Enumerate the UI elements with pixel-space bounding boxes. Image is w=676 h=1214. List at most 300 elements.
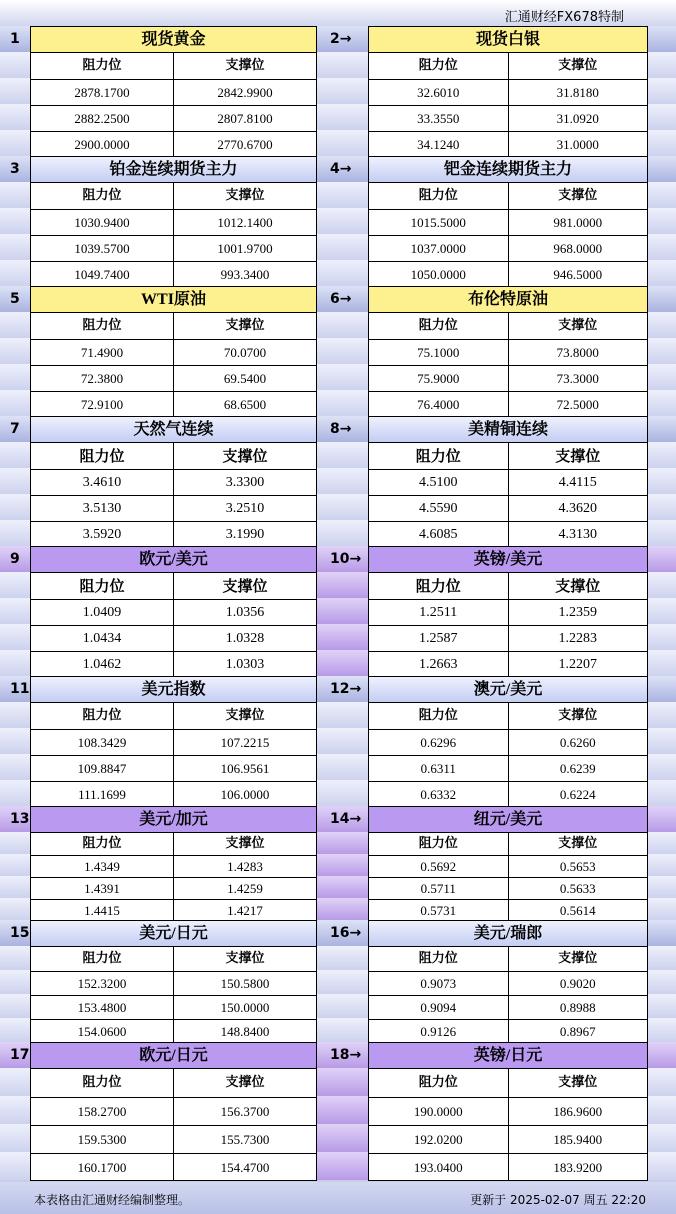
resistance-value: 160.1700 — [77, 1160, 127, 1175]
level-row — [31, 625, 316, 651]
support-value: 150.0000 — [173, 996, 316, 1019]
resistance-value: 4.5100 — [419, 475, 458, 490]
level-row — [31, 261, 316, 287]
support-header: 支撑位 — [508, 947, 648, 971]
resistance-header: 阻力位 — [82, 836, 122, 851]
side-strip — [317, 78, 368, 104]
resistance-value: 152.3200 — [77, 976, 127, 991]
support-header: 支撑位 — [173, 313, 316, 339]
column-header-row — [369, 947, 647, 971]
resistance-value: 192.0200 — [413, 1132, 463, 1147]
section-number: 7 — [10, 421, 20, 437]
support-value: 4.3130 — [508, 522, 648, 547]
side-strip — [0, 780, 30, 806]
side-strip — [648, 208, 676, 234]
side-strip — [317, 390, 368, 416]
resistance-value: 1037.0000 — [410, 241, 466, 256]
side-strip — [0, 1018, 30, 1042]
resistance-header: 阻力位 — [418, 708, 458, 723]
support-value: 156.3700 — [173, 1098, 316, 1125]
resistance-value: 0.9126 — [420, 1024, 457, 1039]
level-row — [31, 1097, 316, 1125]
side-strip — [0, 494, 30, 520]
level-row — [369, 261, 647, 287]
support-value: 70.0700 — [173, 340, 316, 365]
section-number: 15 — [10, 925, 30, 941]
side-strip — [0, 312, 30, 338]
resistance-header: 阻力位 — [82, 1075, 122, 1090]
level-row — [31, 105, 316, 131]
quote-block — [368, 1042, 648, 1181]
resistance-value: 1039.5700 — [74, 241, 130, 256]
section-number: 16→ — [330, 925, 362, 941]
quote-block — [30, 26, 317, 157]
instrument-title: 美元指数 — [31, 677, 316, 703]
support-value: 1.4217 — [173, 900, 316, 921]
support-value: 1.2359 — [508, 600, 648, 625]
instrument-title: 英镑/日元 — [369, 1043, 647, 1069]
column-header-row — [369, 833, 647, 855]
resistance-value: 1.2663 — [419, 657, 458, 672]
support-value: 4.3620 — [508, 496, 648, 521]
instrument-title: 欧元/日元 — [31, 1043, 316, 1069]
support-value: 1.0303 — [173, 652, 316, 677]
side-strip — [317, 994, 368, 1018]
column-header-row — [31, 443, 316, 469]
support-value: 1.2207 — [508, 652, 648, 677]
page-header — [0, 0, 676, 26]
support-value: 3.2510 — [173, 496, 316, 521]
side-strip — [648, 898, 676, 920]
section-number: 10→ — [330, 551, 362, 567]
resistance-header: 阻力位 — [82, 188, 122, 203]
level-row — [369, 235, 647, 261]
instrument-title: 布伦特原油 — [369, 287, 647, 313]
side-strip — [317, 728, 368, 754]
quote-block — [30, 286, 317, 417]
support-value: 185.9400 — [508, 1126, 648, 1153]
support-value: 1.0328 — [173, 626, 316, 651]
support-value: 1012.1400 — [173, 210, 316, 235]
side-strip — [648, 182, 676, 208]
section-number: 14→ — [330, 811, 362, 827]
support-value: 155.7300 — [173, 1126, 316, 1153]
level-row — [369, 79, 647, 105]
support-value: 1001.9700 — [173, 236, 316, 261]
side-strip — [0, 130, 30, 156]
level-row — [31, 469, 316, 495]
resistance-value: 3.4610 — [82, 475, 122, 490]
resistance-value: 1.2587 — [419, 631, 458, 646]
level-row — [31, 391, 316, 417]
quote-block — [368, 676, 648, 807]
side-strip — [648, 1042, 676, 1068]
resistance-value: 2900.0000 — [74, 137, 130, 152]
resistance-header: 阻力位 — [82, 318, 122, 333]
side-strip — [317, 898, 368, 920]
instrument-title: 铂金连续期货主力 — [31, 157, 316, 183]
side-strip — [317, 494, 368, 520]
instrument-title: 美元/加元 — [31, 807, 316, 833]
side-strip — [317, 854, 368, 876]
column-header-row — [31, 573, 316, 599]
side-strip — [648, 1152, 676, 1180]
support-header: 支撑位 — [508, 53, 648, 79]
level-row — [31, 235, 316, 261]
side-strip — [317, 234, 368, 260]
support-value: 993.3400 — [173, 262, 316, 287]
side-strip — [0, 364, 30, 390]
side-strip — [648, 468, 676, 494]
side-strip — [648, 994, 676, 1018]
support-header: 支撑位 — [508, 1069, 648, 1097]
side-strip — [648, 780, 676, 806]
support-value: 3.1990 — [173, 522, 316, 547]
support-value: 0.9020 — [508, 972, 648, 995]
support-value: 968.0000 — [508, 236, 648, 261]
support-value: 0.6224 — [508, 782, 648, 807]
side-strip — [648, 546, 676, 572]
resistance-value: 109.8847 — [77, 761, 127, 776]
quote-block — [368, 156, 648, 287]
resistance-value: 159.5300 — [77, 1132, 127, 1147]
level-row — [369, 365, 647, 391]
side-strip — [0, 876, 30, 898]
resistance-value: 154.0600 — [77, 1024, 127, 1039]
side-strip — [648, 920, 676, 946]
support-value: 106.0000 — [173, 782, 316, 807]
resistance-value: 72.9100 — [80, 397, 124, 412]
side-strip — [0, 468, 30, 494]
side-strip — [0, 702, 30, 728]
side-strip — [317, 52, 368, 78]
instrument-title: 钯金连续期货主力 — [369, 157, 647, 183]
resistance-value: 1.4415 — [84, 903, 120, 918]
side-strip — [648, 650, 676, 676]
support-value: 72.5000 — [508, 392, 648, 417]
column-header-row — [369, 183, 647, 209]
side-strip — [648, 338, 676, 364]
side-strip — [648, 572, 676, 598]
resistance-header: 阻力位 — [418, 836, 458, 851]
update-time: 更新于 2025-02-07 周五 22:20 — [470, 1193, 646, 1207]
section-number: 6→ — [330, 291, 352, 307]
support-value: 73.8000 — [508, 340, 648, 365]
level-row — [369, 855, 647, 877]
level-row — [369, 131, 647, 157]
side-strip — [648, 26, 676, 52]
level-row — [369, 625, 647, 651]
resistance-value: 75.1000 — [417, 345, 460, 360]
support-header: 支撑位 — [508, 573, 648, 599]
level-row — [369, 209, 647, 235]
resistance-value: 193.0400 — [413, 1160, 463, 1175]
side-strip — [0, 1068, 30, 1096]
quote-block — [30, 416, 317, 547]
support-value: 4.4115 — [508, 470, 648, 495]
resistance-value: 1.4391 — [84, 881, 120, 896]
column-header-row — [31, 833, 316, 855]
support-value: 150.5800 — [173, 972, 316, 995]
level-row — [31, 651, 316, 677]
resistance-header: 阻力位 — [82, 951, 122, 966]
level-row — [369, 1125, 647, 1153]
side-strip — [0, 624, 30, 650]
level-row — [31, 1125, 316, 1153]
side-strip — [648, 286, 676, 312]
resistance-header: 阻力位 — [79, 577, 125, 595]
resistance-value: 0.5711 — [420, 881, 456, 896]
level-row — [31, 755, 316, 781]
side-strip — [0, 260, 30, 286]
support-value: 183.9200 — [508, 1154, 648, 1181]
side-strip — [317, 260, 368, 286]
side-strip — [0, 898, 30, 920]
quote-block — [30, 156, 317, 287]
instrument-title: 英镑/美元 — [369, 547, 647, 573]
level-row — [31, 899, 316, 921]
level-row — [369, 899, 647, 921]
support-value: 0.6239 — [508, 756, 648, 781]
level-row — [31, 995, 316, 1019]
side-strip — [0, 994, 30, 1018]
side-strip — [648, 312, 676, 338]
side-strip — [0, 104, 30, 130]
support-value: 1.4283 — [173, 856, 316, 877]
level-row — [369, 877, 647, 899]
resistance-header: 阻力位 — [415, 447, 461, 465]
side-strip — [648, 234, 676, 260]
support-value: 154.4700 — [173, 1154, 316, 1181]
resistance-value: 158.2700 — [77, 1104, 127, 1119]
instrument-title: 美精铜连续 — [369, 417, 647, 443]
resistance-header: 阻力位 — [82, 708, 122, 723]
side-strip — [317, 182, 368, 208]
instrument-title: 美元/瑞郎 — [369, 921, 647, 947]
column-header-row — [369, 1069, 647, 1097]
level-row — [369, 971, 647, 995]
side-strip — [648, 104, 676, 130]
side-strip — [648, 702, 676, 728]
support-value: 186.9600 — [508, 1098, 648, 1125]
resistance-value: 72.3800 — [80, 371, 124, 386]
column-header-row — [31, 947, 316, 971]
support-header: 支撑位 — [173, 833, 316, 855]
support-value: 69.5400 — [173, 366, 316, 391]
support-header: 支撑位 — [173, 703, 316, 729]
section-number: 5 — [10, 291, 20, 307]
section-number: 12→ — [330, 681, 362, 697]
quote-block — [30, 920, 317, 1043]
section-number: 8→ — [330, 421, 352, 437]
side-strip — [648, 854, 676, 876]
column-header-row — [369, 313, 647, 339]
support-header: 支撑位 — [508, 833, 648, 855]
resistance-value: 32.6010 — [417, 85, 460, 100]
support-value: 1.4259 — [173, 878, 316, 899]
resistance-value: 71.4900 — [80, 345, 124, 360]
page-footer — [0, 1182, 676, 1214]
column-header-row — [369, 443, 647, 469]
side-strip — [0, 598, 30, 624]
support-header: 支撑位 — [173, 573, 316, 599]
side-strip — [317, 1124, 368, 1152]
column-header-row — [369, 53, 647, 79]
level-row — [369, 729, 647, 755]
level-row — [31, 209, 316, 235]
section-number: 1 — [10, 31, 20, 47]
support-value: 3.3300 — [173, 470, 316, 495]
instrument-title: WTI原油 — [31, 287, 316, 313]
level-row — [31, 521, 316, 547]
level-row — [369, 651, 647, 677]
support-header: 支撑位 — [173, 53, 316, 79]
side-strip — [0, 390, 30, 416]
resistance-value: 1.0409 — [82, 605, 122, 620]
side-strip — [317, 832, 368, 854]
side-strip — [648, 676, 676, 702]
quote-block — [368, 26, 648, 157]
side-strip — [648, 1018, 676, 1042]
side-strip — [648, 598, 676, 624]
side-strip — [648, 970, 676, 994]
side-strip — [317, 650, 368, 676]
resistance-value: 2878.1700 — [74, 85, 130, 100]
side-strip — [0, 754, 30, 780]
side-strip — [648, 442, 676, 468]
instrument-title: 天然气连续 — [31, 417, 316, 443]
resistance-value: 1015.5000 — [410, 215, 466, 230]
section-number: 4→ — [330, 161, 352, 177]
side-strip — [317, 946, 368, 970]
resistance-value: 0.6296 — [420, 735, 457, 750]
side-strip — [648, 1096, 676, 1124]
side-strip — [317, 970, 368, 994]
support-value: 1.0356 — [173, 600, 316, 625]
support-value: 73.3000 — [508, 366, 648, 391]
support-value: 148.8400 — [173, 1020, 316, 1043]
support-value: 68.6500 — [173, 392, 316, 417]
side-strip — [648, 52, 676, 78]
resistance-value: 1.2511 — [419, 605, 458, 620]
instrument-title: 欧元/美元 — [31, 547, 316, 573]
side-strip — [0, 728, 30, 754]
resistance-value: 3.5920 — [82, 527, 122, 542]
column-header-row — [369, 573, 647, 599]
level-row — [369, 339, 647, 365]
side-strip — [0, 442, 30, 468]
side-strip — [0, 338, 30, 364]
level-row — [369, 469, 647, 495]
section-number: 2→ — [330, 31, 352, 47]
resistance-header: 阻力位 — [415, 577, 461, 595]
level-row — [31, 131, 316, 157]
side-strip — [648, 876, 676, 898]
resistance-value: 0.5692 — [420, 859, 457, 874]
level-row — [369, 995, 647, 1019]
resistance-value: 190.0000 — [413, 1104, 463, 1119]
support-value: 2770.6700 — [173, 132, 316, 157]
level-row — [369, 391, 647, 417]
resistance-value: 34.1240 — [417, 137, 460, 152]
level-row — [31, 599, 316, 625]
resistance-value: 108.3429 — [77, 735, 127, 750]
side-strip — [317, 338, 368, 364]
side-strip — [648, 832, 676, 854]
quote-block — [368, 416, 648, 547]
side-strip — [0, 208, 30, 234]
resistance-value: 1030.9400 — [74, 215, 130, 230]
resistance-value: 1049.7400 — [74, 267, 130, 282]
resistance-value: 153.4800 — [77, 1000, 127, 1015]
section-number: 18→ — [330, 1047, 362, 1063]
resistance-header: 阻力位 — [82, 58, 122, 73]
side-strip — [317, 1152, 368, 1180]
side-strip — [317, 312, 368, 338]
quote-block — [368, 546, 648, 677]
side-strip — [317, 520, 368, 546]
side-strip — [317, 754, 368, 780]
resistance-header: 阻力位 — [418, 1075, 458, 1090]
side-strip — [317, 1018, 368, 1042]
level-row — [31, 855, 316, 877]
side-strip — [317, 598, 368, 624]
side-strip — [0, 970, 30, 994]
support-value: 107.2215 — [173, 730, 316, 755]
resistance-value: 4.6085 — [419, 527, 458, 542]
support-value: 0.5633 — [508, 878, 648, 899]
side-strip — [648, 156, 676, 182]
support-value: 1.2283 — [508, 626, 648, 651]
side-strip — [0, 1152, 30, 1180]
resistance-value: 76.4000 — [417, 397, 460, 412]
level-row — [369, 1097, 647, 1125]
support-value: 31.0920 — [508, 106, 648, 131]
resistance-value: 0.5731 — [420, 903, 457, 918]
quote-block — [30, 546, 317, 677]
side-strip — [648, 130, 676, 156]
level-row — [369, 1153, 647, 1181]
side-strip — [0, 1096, 30, 1124]
level-row — [369, 105, 647, 131]
side-strip — [648, 1124, 676, 1152]
instrument-title: 纽元/美元 — [369, 807, 647, 833]
resistance-value: 4.5590 — [419, 501, 458, 516]
side-strip — [317, 702, 368, 728]
support-value: 0.5653 — [508, 856, 648, 877]
resistance-value: 0.6332 — [420, 787, 457, 802]
resistance-value: 1.0434 — [82, 631, 122, 646]
section-number: 9 — [10, 551, 20, 567]
side-strip — [648, 494, 676, 520]
support-value: 0.5614 — [508, 900, 648, 921]
level-row — [369, 599, 647, 625]
resistance-header: 阻力位 — [418, 318, 458, 333]
resistance-value: 0.9094 — [420, 1000, 457, 1015]
side-strip — [317, 364, 368, 390]
side-strip — [317, 104, 368, 130]
level-row — [31, 1153, 316, 1181]
side-strip — [0, 650, 30, 676]
level-row — [31, 79, 316, 105]
instrument-title: 现货黄金 — [31, 27, 316, 53]
column-header-row — [31, 703, 316, 729]
resistance-header: 阻力位 — [79, 447, 125, 465]
resistance-header: 阻力位 — [418, 951, 458, 966]
section-number: 11 — [10, 681, 30, 697]
resistance-value: 1.0462 — [82, 657, 122, 672]
side-strip — [0, 234, 30, 260]
